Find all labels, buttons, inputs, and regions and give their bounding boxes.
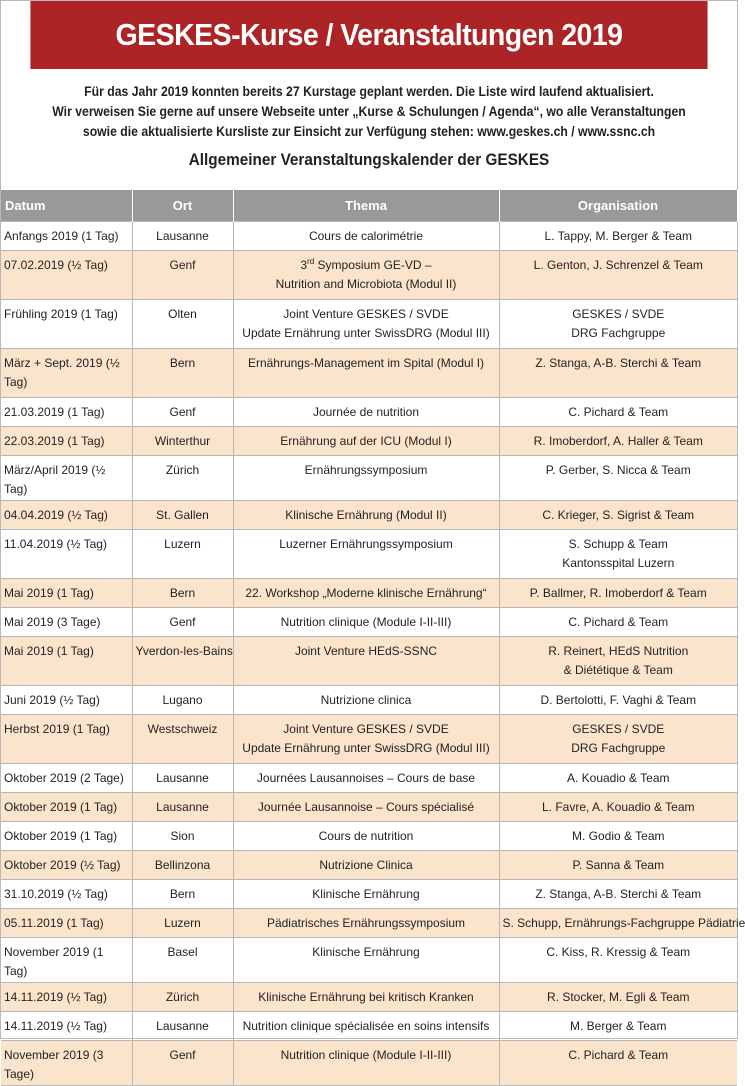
cell-place: Genf (132, 1040, 233, 1085)
table-row (1, 221, 737, 250)
table-row (1, 685, 737, 714)
cell-topic (233, 250, 499, 299)
cell-date: 22.03.2019 (1 Tag) (1, 426, 132, 455)
cell-organisation-line: C. Krieger, S. Sigrist & Team (542, 507, 695, 522)
table-row (1, 937, 737, 982)
cell-organisation-line: L. Favre, A. Kouadio & Team (541, 799, 695, 814)
cell-topic-line: Cours de calorimétrie (308, 228, 424, 243)
events-table (1, 190, 745, 1086)
cell-place: Basel (132, 937, 233, 982)
header-organisation: Organisation (499, 190, 737, 221)
table-row (1, 763, 737, 792)
cell-date: 07.02.2019 (½ Tag) (1, 250, 132, 299)
cell-organisation-line: DRG Fachgruppe (571, 741, 666, 755)
cell-topic (233, 529, 499, 578)
cell-organisation-line: M. Godio & Team (572, 828, 665, 843)
cell-organisation (499, 578, 737, 607)
cell-organisation-line: P. Ballmer, R. Imoberdorf & Team (529, 585, 707, 600)
cell-organisation-line: P. Gerber, S. Nicca & Team (545, 462, 691, 477)
cell-place: Bellinzona (132, 850, 233, 879)
cell-topic-line: Nutrition clinique spécialisée en soins intensifs (242, 1018, 490, 1033)
table-row (1, 348, 737, 397)
cell-topic (233, 607, 499, 636)
cell-organisation-line: C. Pichard & Team (568, 1047, 669, 1062)
cell-organisation-line: S. Schupp & Team (568, 536, 668, 551)
cell-organisation-line: Z. Stanga, A-B. Sterchi & Team (535, 886, 702, 901)
cell-date: März + Sept. 2019 (½ Tag) (1, 348, 132, 397)
cell-topic (233, 397, 499, 426)
cell-topic-line: Update Ernährung unter SwissDRG (Modul III) (242, 326, 490, 340)
cell-organisation (499, 714, 737, 763)
cell-topic (233, 879, 499, 908)
cell-organisation-line: GESKES / SVDE (572, 306, 665, 321)
cell-place: Genf (132, 397, 233, 426)
cell-organisation-line: Kantonsspital Luzern (562, 556, 675, 570)
cell-place: Winterthur (132, 426, 233, 455)
cell-organisation (499, 426, 737, 455)
cell-topic-line: Klinische Ernährung (Modul II) (285, 507, 447, 522)
cell-topic (233, 636, 499, 685)
cell-topic-line: 3rd Symposium GE-VD – (300, 256, 432, 272)
cell-organisation (499, 821, 737, 850)
cell-place: Westschweiz (132, 714, 233, 763)
cell-topic-line: Pädiatrisches Ernährungssymposium (266, 915, 466, 930)
cell-place: Lugano (132, 685, 233, 714)
cell-organisation (499, 937, 737, 982)
cell-place: Olten (132, 299, 233, 348)
cell-organisation-line: C. Pichard & Team (568, 404, 669, 419)
cell-organisation-line: L. Genton, J. Schrenzel & Team (533, 257, 703, 272)
cell-date: 04.04.2019 (½ Tag) (1, 500, 132, 529)
cell-topic (233, 348, 499, 397)
cell-organisation-line: C. Kiss, R. Kressig & Team (546, 944, 691, 959)
cell-organisation (499, 299, 737, 348)
table-row (1, 500, 737, 529)
cell-date: Oktober 2019 (½ Tag) (1, 850, 132, 879)
table-row (1, 821, 737, 850)
cell-organisation (499, 685, 737, 714)
cell-place: Sion (132, 821, 233, 850)
cell-topic-line: Ernährungssymposium (304, 462, 428, 477)
cell-date: 05.11.2019 (1 Tag) (1, 908, 132, 937)
cell-place: Lausanne (132, 792, 233, 821)
cell-place: Lausanne (132, 1011, 233, 1040)
cell-topic-line: Joint Venture HEdS-SSNC (294, 643, 438, 658)
cell-organisation-line: S. Schupp, Ernährungs-Fachgruppe Pädiatrie (502, 915, 745, 930)
cell-organisation-line: GESKES / SVDE (572, 721, 665, 736)
cell-topic-line: Nutrizione Clinica (319, 857, 413, 872)
cell-date: Mai 2019 (3 Tage) (1, 607, 132, 636)
cell-place: Bern (132, 879, 233, 908)
cell-date: März/April 2019 (½ Tag) (1, 455, 132, 500)
cell-organisation (499, 250, 737, 299)
cell-place: Zürich (132, 982, 233, 1011)
cell-topic-line: Nutrizione clinica (320, 692, 412, 707)
cell-date: Mai 2019 (1 Tag) (1, 578, 132, 607)
cell-place: Yverdon-les-Bains (132, 636, 233, 685)
cell-organisation (499, 908, 745, 937)
cell-date: November 2019 (1 Tag) (1, 937, 132, 982)
cell-topic (233, 221, 499, 250)
cell-organisation (499, 763, 737, 792)
cell-place: Luzern (132, 529, 233, 578)
cell-date: Mai 2019 (1 Tag) (1, 636, 132, 685)
cell-topic (233, 500, 499, 529)
cell-organisation (499, 500, 737, 529)
cell-date: Juni 2019 (½ Tag) (1, 685, 132, 714)
cell-topic-line: Klinische Ernährung (312, 886, 420, 901)
table-header-row (1, 190, 737, 221)
table-row (1, 1040, 737, 1085)
table-row (1, 908, 737, 937)
header-date: Datum (1, 190, 132, 221)
cell-date: 11.04.2019 (½ Tag) (1, 529, 132, 578)
table-row (1, 879, 737, 908)
table-row (1, 426, 737, 455)
cell-date: Frühling 2019 (1 Tag) (1, 299, 132, 348)
cell-topic-line: Klinische Ernährung (312, 944, 420, 959)
cell-topic (233, 850, 499, 879)
cell-organisation-line: R. Imoberdorf, A. Haller & Team (533, 433, 703, 448)
cell-topic-line: Nutrition clinique (Module I-II-III) (280, 614, 452, 629)
cell-topic-line: Journée Lausannoise – Cours spécialisé (257, 799, 475, 814)
cell-topic-line: Journées Lausannoises – Cours de base (256, 770, 476, 785)
cell-organisation (499, 636, 737, 685)
table-row (1, 607, 737, 636)
table-row (1, 397, 737, 426)
cell-date: Oktober 2019 (1 Tag) (1, 821, 132, 850)
header-place: Ort (132, 190, 233, 221)
header-topic: Thema (233, 190, 499, 221)
cell-topic-line: Ernährungs-Management im Spital (Modul I) (247, 355, 485, 370)
page-title: GESKES-Kurse / Veranstaltungen 2019 (30, 1, 707, 69)
cell-topic (233, 1011, 499, 1040)
cell-date: Anfangs 2019 (1 Tag) (1, 221, 132, 250)
cell-topic (233, 763, 499, 792)
cell-place: Genf (132, 250, 233, 299)
cell-organisation (499, 455, 737, 500)
cell-place: Bern (132, 578, 233, 607)
table-row (1, 850, 737, 879)
cell-topic (233, 908, 499, 937)
cell-topic (233, 792, 499, 821)
cell-organisation (499, 221, 737, 250)
cell-organisation-line: L. Tappy, M. Berger & Team (544, 228, 692, 243)
cell-topic-line: Luzerner Ernährungssymposium (279, 536, 453, 551)
cell-organisation (499, 348, 737, 397)
cell-place: Lausanne (132, 221, 233, 250)
cell-organisation-line: A. Kouadio & Team (566, 770, 670, 785)
table-row (1, 455, 737, 500)
cell-date: 14.11.2019 (½ Tag) (1, 1011, 132, 1040)
cell-topic-line: Joint Venture GESKES / SVDE (283, 306, 449, 321)
cell-topic (233, 578, 499, 607)
cell-topic-line: Ernährung auf der ICU (Modul I) (280, 433, 452, 448)
cell-place: Genf (132, 607, 233, 636)
cell-topic (233, 937, 499, 982)
cell-organisation-line: R. Reinert, HEdS Nutrition (548, 643, 689, 658)
cell-date: 31.10.2019 (½ Tag) (1, 879, 132, 908)
cell-organisation-line: & Diététique & Team (563, 663, 673, 677)
cell-topic (233, 299, 499, 348)
intro-line-2: Wir verweisen Sie gerne auf unsere Webseite unter „Kurse & Schulungen / Agenda“, wo alle Veranstaltungen (52, 103, 686, 119)
cell-organisation (499, 397, 737, 426)
cell-topic-line: Cours de nutrition (318, 828, 414, 843)
cell-topic-line: Klinische Ernährung bei kritisch Kranken (258, 989, 474, 1004)
cell-topic-line: Journée de nutrition (312, 404, 420, 419)
cell-place: Lausanne (132, 763, 233, 792)
table-row (1, 714, 737, 763)
cell-place: Bern (132, 348, 233, 397)
cell-date: November 2019 (3 Tage) (1, 1040, 132, 1085)
cell-place: Luzern (132, 908, 233, 937)
cell-date: Oktober 2019 (2 Tage) (1, 763, 132, 792)
cell-date: 14.11.2019 (½ Tag) (1, 982, 132, 1011)
cell-date: Herbst 2019 (1 Tag) (1, 714, 132, 763)
cell-topic (233, 982, 499, 1011)
cell-organisation-line: D. Bertolotti, F. Vaghi & Team (540, 692, 697, 707)
cell-organisation-line: Z. Stanga, A-B. Sterchi & Team (535, 355, 702, 370)
section-title: Allgemeiner Veranstaltungskalender der GESKES (188, 150, 550, 170)
cell-topic (233, 455, 499, 500)
cell-organisation-line: M. Berger & Team (570, 1018, 667, 1033)
cell-date: Oktober 2019 (1 Tag) (1, 792, 132, 821)
table-row (1, 1011, 737, 1040)
cell-organisation-line: R. Stocker, M. Egli & Team (547, 989, 690, 1004)
cell-topic-line: Nutrition clinique (Module I-II-III) (280, 1047, 452, 1062)
cell-topic (233, 685, 499, 714)
table-row (1, 250, 737, 299)
cell-organisation-line: DRG Fachgruppe (571, 326, 666, 340)
cell-organisation (499, 879, 737, 908)
cell-organisation (499, 792, 737, 821)
cell-topic-line: Joint Venture GESKES / SVDE (283, 721, 449, 736)
cell-topic (233, 426, 499, 455)
table-row (1, 578, 737, 607)
table-body (1, 221, 745, 1085)
cell-place: St. Gallen (132, 500, 233, 529)
table-row (1, 792, 737, 821)
table-row (1, 982, 737, 1011)
cell-organisation-line: C. Pichard & Team (568, 614, 669, 629)
cell-organisation (499, 529, 737, 578)
cell-topic-line: Nutrition and Microbiota (Modul II) (275, 277, 457, 291)
cell-topic (233, 821, 499, 850)
table-row (1, 299, 737, 348)
cell-date: 21.03.2019 (1 Tag) (1, 397, 132, 426)
table-row (1, 636, 737, 685)
cell-organisation-line: P. Sanna & Team (572, 857, 665, 872)
cell-topic (233, 714, 499, 763)
cell-topic-line: Update Ernährung unter SwissDRG (Modul III) (242, 741, 490, 755)
cell-topic (233, 1040, 499, 1085)
intro-line-3: sowie die aktualisierte Kursliste zur Einsicht zur Verfügung stehen: www.geskes.ch / www.ssnc.ch (82, 123, 656, 139)
cell-topic-line: 22. Workshop „Moderne klinische Ernährung“ (245, 585, 487, 600)
cell-organisation (499, 1011, 737, 1040)
cell-organisation (499, 1040, 737, 1085)
cell-place: Zürich (132, 455, 233, 500)
intro-line-1: Für das Jahr 2019 konnten bereits 27 Kurstage geplant werden. Die Liste wird laufend aktualisiert. (84, 84, 654, 99)
cell-organisation (499, 607, 737, 636)
cell-organisation (499, 982, 737, 1011)
cell-organisation (499, 850, 737, 879)
intro-text (38, 69, 700, 141)
table-row (1, 529, 737, 578)
